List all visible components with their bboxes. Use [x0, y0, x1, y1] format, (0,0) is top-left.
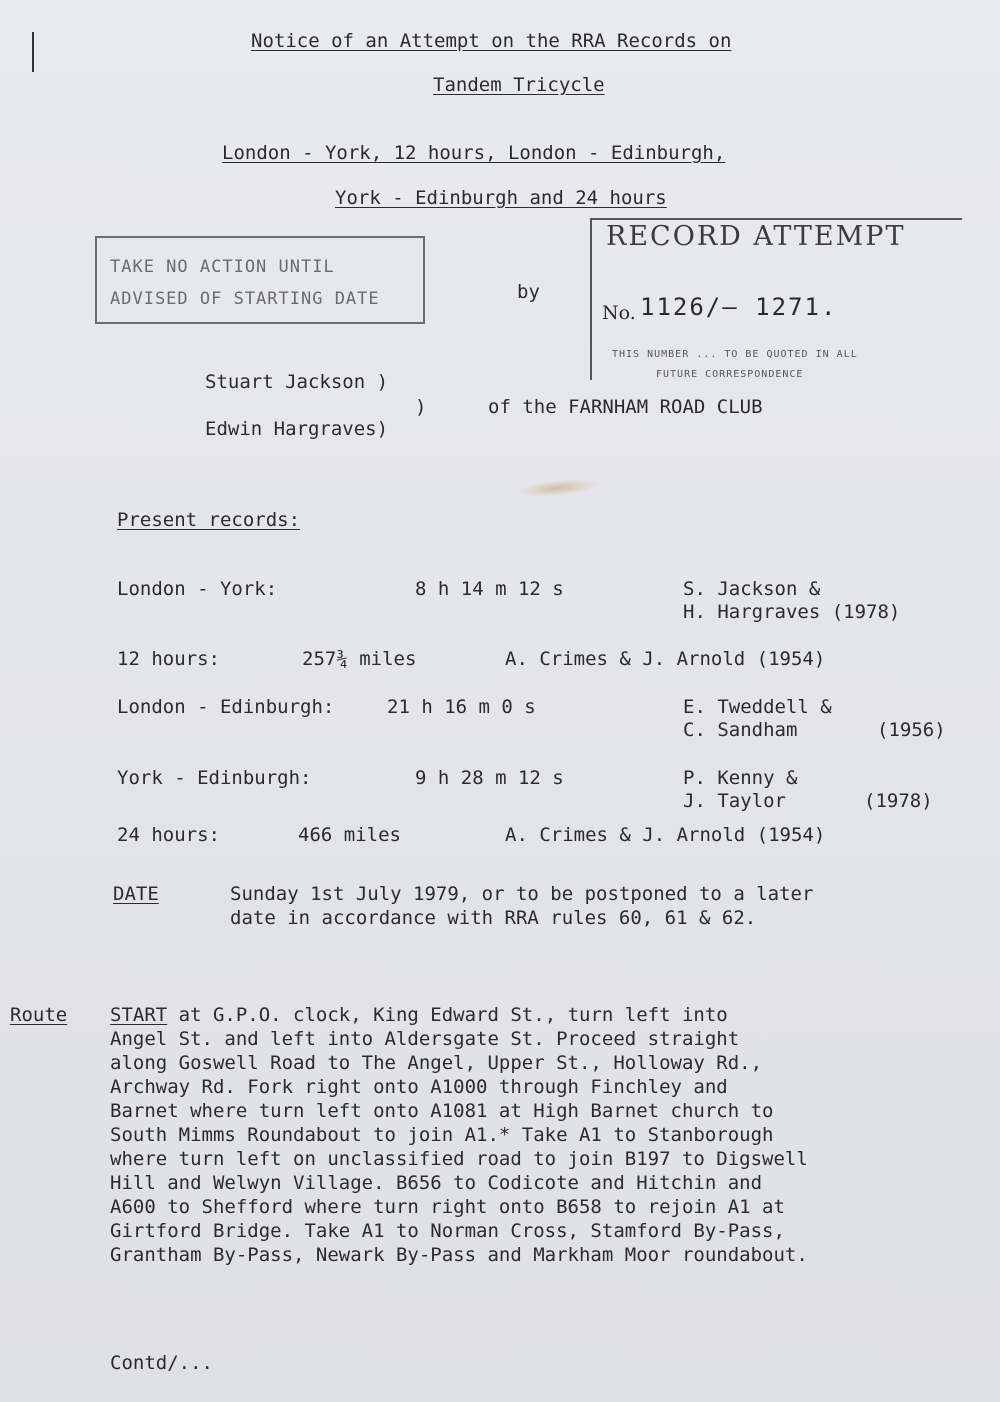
- stamp-right-title: RECORD ATTEMPT: [606, 221, 906, 252]
- record-holder-line-2: J. Taylor: [683, 790, 786, 812]
- record-holder-line-1: S. Jackson &: [683, 578, 821, 600]
- rider-2: Edwin Hargraves): [205, 418, 389, 440]
- record-holder-line-1: A. Crimes & J. Arnold (1954): [505, 824, 826, 846]
- record-event: 12 hours:: [117, 648, 220, 670]
- route-label: Route: [10, 1004, 68, 1026]
- record-value: 21 h 16 m 0 s: [387, 696, 536, 718]
- route-line-1: [110, 1003, 728, 1027]
- date-line-1: Sunday 1st July 1979, or to be postponed to a later: [230, 883, 814, 905]
- present-records-heading: Present records:: [117, 509, 301, 531]
- take-no-action-stamp: [95, 236, 425, 324]
- start-label: START: [110, 1004, 168, 1026]
- route-line: A600 to Shefford where turn right onto B658 to rejoin A1 at: [110, 1196, 785, 1218]
- rider-bracket: ): [415, 396, 427, 418]
- by-label: by: [517, 281, 540, 303]
- record-holder-line-1: P. Kenny &: [683, 767, 798, 789]
- record-event: York - Edinburgh:: [117, 767, 312, 789]
- rider-1: Stuart Jackson ): [205, 371, 389, 393]
- route-line: Girtford Bridge. Take A1 to Norman Cross, Stamford By-Pass,: [110, 1220, 785, 1242]
- route-line: South Mimms Roundabout to join A1.* Take A1 to Stanborough: [110, 1124, 774, 1146]
- route-line: where turn left on unclassified road to join B197 to Digswell: [110, 1148, 808, 1170]
- continued-note: Contd/...: [110, 1352, 213, 1374]
- club-name: of the FARNHAM ROAD CLUB: [488, 396, 763, 418]
- title-line-4: York - Edinburgh and 24 hours: [335, 187, 667, 209]
- stamp-left-line-2: ADVISED OF STARTING DATE: [110, 289, 380, 309]
- date-line-2: date in accordance with RRA rules 60, 61 & 62.: [230, 907, 757, 929]
- stamp-right-note-1: THIS NUMBER ... TO BE QUOTED IN ALL: [612, 349, 858, 360]
- route-line: Archway Rd. Fork right onto A1000 through Finchley and: [110, 1076, 728, 1098]
- record-value: 9 h 28 m 12 s: [415, 767, 564, 789]
- record-holder-year: (1956): [877, 719, 946, 741]
- stamp-right-no-label: No.: [602, 302, 636, 324]
- stamp-right-numbers: 1126/— 1271.: [640, 293, 838, 321]
- route-line: Barnet where turn left onto A1081 at High Barnet church to: [110, 1100, 774, 1122]
- record-event: London - York:: [117, 578, 278, 600]
- record-holder-line-2: H. Hargraves (1978): [683, 601, 901, 623]
- record-event: 24 hours:: [117, 824, 220, 846]
- paper-stain: [514, 476, 600, 501]
- record-value: 466 miles: [298, 824, 401, 846]
- title-line-3: London - York, 12 hours, London - Edinburgh,: [222, 142, 726, 164]
- record-value: 8 h 14 m 12 s: [415, 578, 564, 600]
- record-holder-line-2: C. Sandham: [683, 719, 798, 741]
- route-line: Angel St. and left into Aldersgate St. Proceed straight: [110, 1028, 740, 1050]
- margin-mark: [32, 32, 34, 72]
- record-value: 257¾ miles: [302, 648, 417, 670]
- record-holder-line-1: A. Crimes & J. Arnold (1954): [505, 648, 826, 670]
- record-holder-line-1: E. Tweddell &: [683, 696, 832, 718]
- record-event: London - Edinburgh:: [117, 696, 335, 718]
- stamp-right-note-2: FUTURE CORRESPONDENCE: [656, 369, 804, 380]
- route-line-1-text: at G.P.O. clock, King Edward St., turn left into: [167, 1004, 728, 1026]
- date-label: DATE: [113, 883, 159, 905]
- route-line: Hill and Welwyn Village. B656 to Codicote and Hitchin and: [110, 1172, 763, 1194]
- record-attempt-stamp: [590, 218, 962, 380]
- route-line: along Goswell Road to The Angel, Upper St., Holloway Rd.,: [110, 1052, 763, 1074]
- route-line: Grantham By-Pass, Newark By-Pass and Markham Moor roundabout.: [110, 1244, 808, 1266]
- stamp-left-line-1: TAKE NO ACTION UNTIL: [110, 257, 335, 277]
- title-line-1: Notice of an Attempt on the RRA Records on: [251, 30, 732, 52]
- title-line-2: Tandem Tricycle: [433, 74, 605, 96]
- record-holder-year: (1978): [864, 790, 933, 812]
